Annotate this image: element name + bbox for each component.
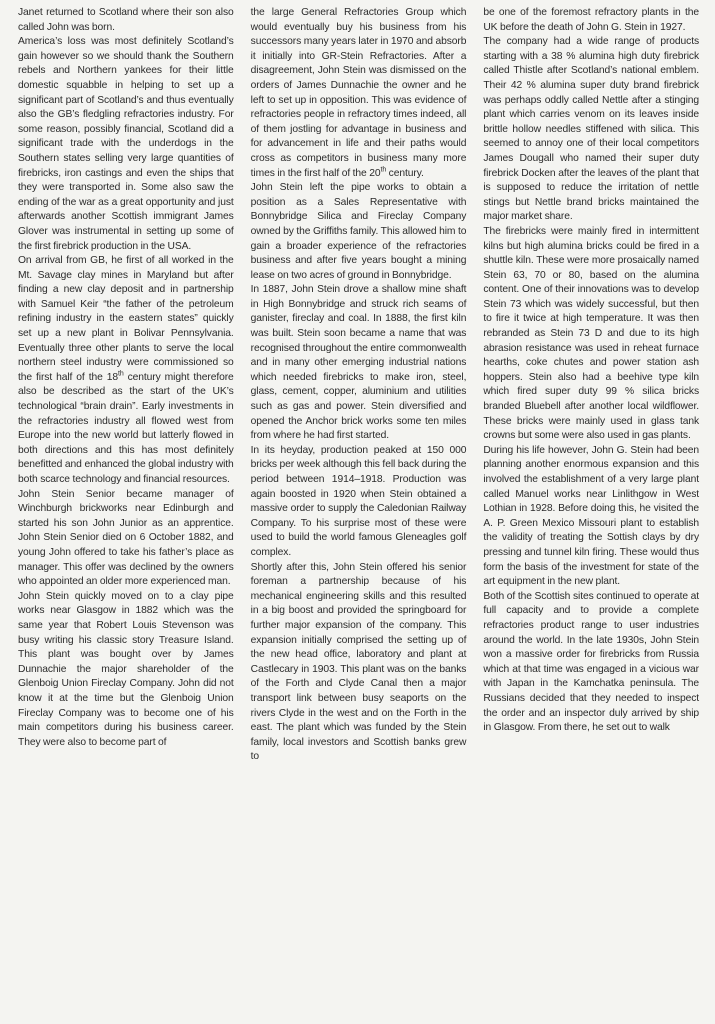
paragraph: The firebricks were mainly fired in intermittent kilns but high alumina bricks could be fired in a shuttle kiln. These were more prosaically named Stein 63, 70 or 80, based on the alumina content. One of their innovations was to develop Stein 73 which was widely successful, but then to fire it twice at high temperature. It was then rebranded as Stein 73 D and due to its high abrasion resistance was used in reheat furnace hearths, coke chutes and power station ash hoppers. Stein also had a beehive type kiln which fired super duty 99 % silica bricks branded Bluebell after another local wildflower. These bricks were mainly used in glass tank crowns but some were also used in gas plants. bbox=[483, 225, 700, 442]
paragraph: In its heyday, production peaked at 150 000 bricks per week although this fell back during the period between 1914–1918. Production was again boosted in 1920 when Stein obtained a massive order to supply the Caledonian Railway Company. To his surprise most of these were used to build the world famous Gleneagles golf complex. bbox=[250, 444, 467, 558]
paragraph: John Stein Senior became manager of Winchburgh brickworks near Edinburgh and started his son John Junior as an apprentice. John Stein Senior died on 6 October 1882, and young John offered to take his father’s place as manager. This offer was declined by the owners who appointed an older more experienced man. bbox=[18, 488, 234, 588]
paragraph: The company had a wide range of products starting with a 38 % alumina high duty firebrick called Thistle after Scotland’s national emblem. Their 42 % alumina super duty brand firebrick was perhaps oddly called Nettle after a stinging plant which carries venom on its leaves inside brittle hollow needles stiffened with silica. This seemed to annoy one of their local competitors James Dougall who named their super duty firebrick Docken after the leaves of the plant that is supposed to reduce the irritation of nettle stings but Nettle brand bricks maintained the major market share. bbox=[483, 36, 700, 223]
paragraph: Shortly after this, John Stein offered his senior foreman a partnership because of his mechanical engineering skills and this resulted in a big boost and provided the springboard for further major expansion of the company. This expansion initially comprised the setting up of the new head office, laboratory and plant at Castlecary in 1903. This plant was on the banks of the Forth and Clyde Canal then a major transport link between busy seaports on the rivers Clyde in the west and on the Forth in the east. The plant which was funded by the Stein family, local investors and Scottish banks grew to bbox=[250, 561, 467, 763]
text-column-left bbox=[18, 6, 234, 1024]
paragraph: the large General Refractories Group which would eventually buy his business from his successors many years later in 1970 and absorb it initially into GR-Stein Refractories. After a disagreement, John Stein was dismissed on the orders of James Dunnachie the owner and he left to set up in opposition. This was evidence of refractories people in refractory times indeed, all of them jostling for advantage in business and for advancement in life and their paths would cross as competitors in business many more times in the first half of the 20th century. bbox=[250, 7, 467, 179]
paragraph: On arrival from GB, he first of all worked in the Mt. Savage clay mines in Maryland but after finding a new clay deposit and in partnership with Samuel Keir “the father of the petroleum refining industry in the eastern states” quickly set up a new plant in Bolivar Pennsylvania. Eventually three other plants to serve the local northern steel industry were commissioned so the first half of the 18th century might therefore also be described as the start of the UK’s technological “brain drain”. Early investments in the refractories industry all flowed west from Europe into the new world but latterly flowed in both directions and this has most definitely benefitted and enhanced the global industry with both scarce technology and financial resources. bbox=[18, 255, 234, 485]
paragraph: Janet returned to Scotland where their son also called John was born. bbox=[18, 7, 234, 33]
ordinal-suffix: th bbox=[380, 166, 387, 174]
text-column-right bbox=[483, 6, 699, 1024]
text-column-middle bbox=[251, 6, 467, 1024]
paragraph: America’s loss was most definitely Scotland’s gain however so we should thank the Southern rebels and Northern yankees for their little domestic squabble in helping to set up a significant part of Scotland’s and thus eventually also the GB’s fledgling refractories industry. For some reason, possibly financial, Scotland did a significant trade with the underdogs in the Southern states selling very large quantities of firebricks, iron castings and even the ships that they were transported in. Some also saw the ending of the war as a great opportunity and just afterwards another Scottish immigrant James Glover was instrumental in setting up some of the first firebrick production in the USA. bbox=[18, 36, 234, 252]
paragraph: John Stein left the pipe works to obtain a position as a Sales Representative with Bonnybridge Silica and Fireclay Company owned by the Griffiths family. This allowed him to gain a broader experience of the refractories business and after five years bought a mining lease on two acres of ground in Bonnybridge. bbox=[250, 182, 467, 281]
paragraph: John Stein quickly moved on to a clay pipe works near Glasgow in 1882 which was the same year that Robert Louis Stevenson was busy writing his classic story Treasure Island. This plant was bought over by James Dunnachie the major shareholder of the Glenboig Union Fireclay Company. John did not know it at the time but the Glenboig Union Fireclay Company was to become one of his main competitors during his business career. They were also to become part of bbox=[18, 590, 234, 748]
ordinal-suffix: th bbox=[117, 370, 124, 378]
paragraph: During his life however, John G. Stein had been planning another enormous expansion and this involved the establishment of a very large plant called Manuel works near Linlithgow in West Lothian in 1928. Before doing this, he visited the A. P. Green Mexico Missouri plant to establish the validity of treating the Sottish clays by dry pressing and tunnel kiln firing. These would thus form the basis of the investment for state of the art equipment in the new plant. bbox=[483, 444, 700, 588]
paragraph: In 1887, John Stein drove a shallow mine shaft in High Bonnybridge and struck rich seams of ganister, fireclay and coal. In 1888, the first kiln was built. Stein soon became a name that was recognised throughout the entire commonwealth and in many other emerging industrial nations which needed firebricks to make iron, steel, glass, cement, copper, aluminium and utilities such as gas and power. Stein diversified and opened the Anchor brick works some ten miles from where he had first started. bbox=[250, 284, 467, 442]
paragraph: be one of the foremost refractory plants in the UK before the death of John G. Stein in 1927. bbox=[483, 7, 700, 33]
paragraph: Both of the Scottish sites continued to operate at full capacity and to provide a complete refractories product range to user industries around the world. In the late 1930s, John Stein won a massive order for firebricks from Russia which at that time was engaged in a vicious war with Japan in the Kamchatka peninsula. The Russians decided that they needed to inspect the order and an inspector duly arrived by ship in Glasgow. From there, he set out to walk bbox=[483, 590, 700, 734]
